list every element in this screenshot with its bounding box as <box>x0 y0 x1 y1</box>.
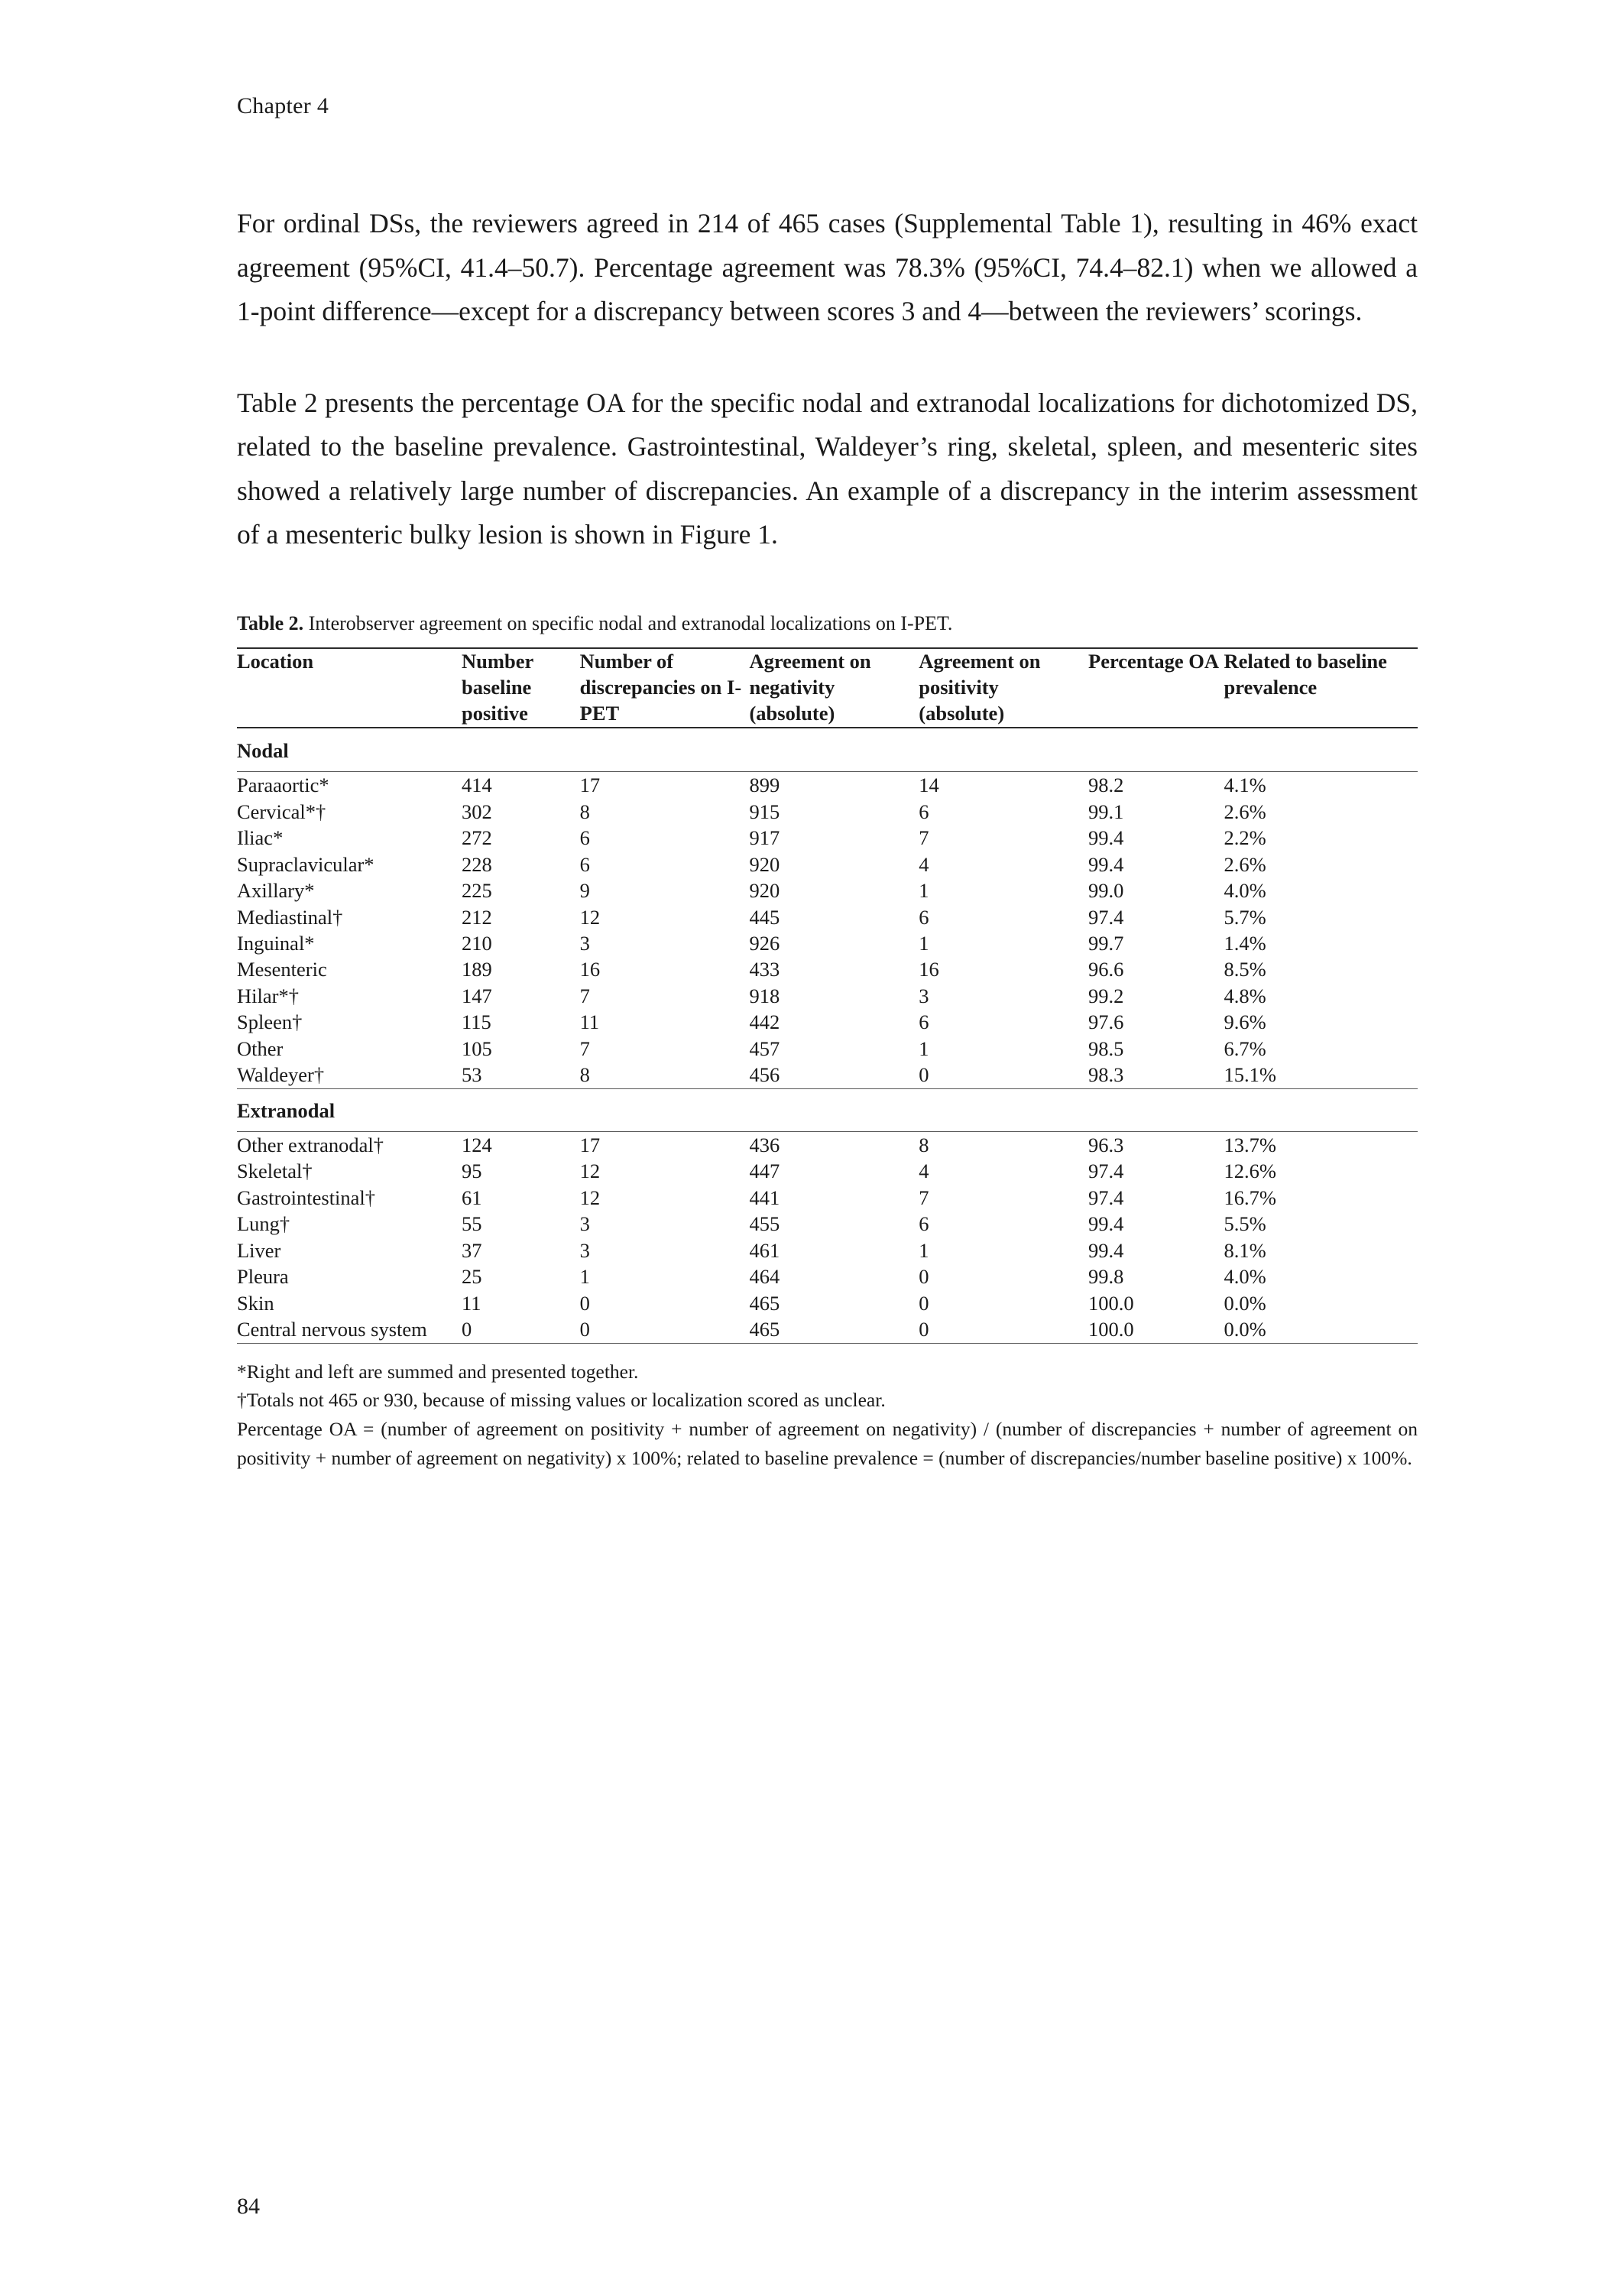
table-row <box>237 799 1418 825</box>
cell-negativity: 436 <box>749 1134 780 1157</box>
cell-negativity: 441 <box>749 1185 780 1209</box>
table-row <box>237 983 1418 1009</box>
cell-related-prevalence: 8.5% <box>1224 958 1266 981</box>
column-header-number-baseline-positive: Number baseline positive <box>462 650 533 725</box>
table-caption-label: Table 2. <box>237 611 304 634</box>
cell-baseline-positive: 272 <box>462 826 492 850</box>
cell-baseline-positive: 189 <box>462 958 492 981</box>
cell-positivity: 3 <box>919 984 929 1007</box>
cell-negativity: 447 <box>749 1159 780 1183</box>
cell-positivity: 0 <box>919 1265 929 1289</box>
cell-negativity: 461 <box>749 1238 780 1262</box>
cell-discrepancies: 3 <box>579 931 590 955</box>
cell-location: Central nervous system <box>237 1318 427 1341</box>
cell-baseline-positive: 302 <box>462 799 492 823</box>
table-row <box>237 1316 1418 1343</box>
cell-negativity: 465 <box>749 1291 780 1315</box>
cell-positivity: 6 <box>919 905 929 929</box>
table-row <box>237 1036 1418 1062</box>
cell-location: Axillary* <box>237 879 315 903</box>
column-header-agreement-on-negativity: Agreement on negativity (absolute) <box>749 650 871 725</box>
cell-related-prevalence: 12.6% <box>1224 1159 1276 1183</box>
table-body-extranodal <box>237 1088 1418 1343</box>
cell-positivity: 16 <box>919 958 939 981</box>
footnote-asterisk: *Right and left are summed and presented together. <box>237 1360 639 1383</box>
table-header-row <box>237 648 1418 728</box>
cell-percentage-oa: 96.6 <box>1088 958 1124 981</box>
cell-positivity: 0 <box>919 1063 929 1087</box>
cell-positivity: 0 <box>919 1291 929 1315</box>
cell-positivity: 7 <box>919 1185 929 1209</box>
cell-location: Lung† <box>237 1212 290 1236</box>
cell-baseline-positive: 0 <box>462 1318 472 1341</box>
table-row <box>237 904 1418 930</box>
cell-discrepancies: 3 <box>579 1238 590 1262</box>
column-header-agreement-on-positivity: Agreement on positivity (absolute) <box>919 650 1041 725</box>
cell-discrepancies: 0 <box>579 1291 590 1315</box>
cell-discrepancies: 17 <box>579 1134 601 1157</box>
cell-positivity: 6 <box>919 1212 929 1236</box>
cell-baseline-positive: 228 <box>462 852 492 876</box>
table-caption-text: Interobserver agreement on specific nodal and extranodal localizations on I-PET. <box>308 611 953 634</box>
cell-negativity: 445 <box>749 905 780 929</box>
cell-discrepancies: 12 <box>579 905 601 929</box>
cell-negativity: 456 <box>749 1063 780 1087</box>
cell-location: Other extranodal† <box>237 1134 384 1157</box>
cell-percentage-oa: 99.0 <box>1088 879 1124 903</box>
section-header-nodal <box>237 728 1418 772</box>
cell-related-prevalence: 4.0% <box>1224 1265 1266 1289</box>
cell-negativity: 920 <box>749 852 780 876</box>
cell-baseline-positive: 147 <box>462 984 492 1007</box>
cell-percentage-oa: 97.4 <box>1088 905 1124 929</box>
cell-baseline-positive: 53 <box>462 1063 482 1087</box>
cell-location: Gastrointestinal† <box>237 1185 376 1209</box>
cell-discrepancies: 7 <box>579 1036 590 1060</box>
cell-discrepancies: 8 <box>579 1063 590 1087</box>
cell-positivity: 0 <box>919 1318 929 1341</box>
cell-negativity: 918 <box>749 984 780 1007</box>
cell-discrepancies: 12 <box>579 1159 601 1183</box>
column-header-number-of-discrepancies: Number of discrepancies on I-PET <box>579 650 742 725</box>
cell-positivity: 7 <box>919 826 929 850</box>
cell-negativity: 464 <box>749 1265 780 1289</box>
cell-related-prevalence: 2.2% <box>1224 826 1266 850</box>
cell-percentage-oa: 99.4 <box>1088 852 1124 876</box>
cell-discrepancies: 16 <box>579 958 601 981</box>
cell-baseline-positive: 11 <box>462 1291 481 1315</box>
cell-related-prevalence: 16.7% <box>1224 1185 1276 1209</box>
page-number: 84 <box>237 2194 260 2219</box>
cell-discrepancies: 3 <box>579 1212 590 1236</box>
cell-location: Spleen† <box>237 1010 303 1034</box>
column-header-location: Location <box>237 650 314 673</box>
cell-percentage-oa: 97.4 <box>1088 1185 1124 1209</box>
cell-baseline-positive: 61 <box>462 1185 482 1209</box>
cell-location: Mesenteric <box>237 958 327 981</box>
table-row <box>237 1237 1418 1263</box>
cell-negativity: 926 <box>749 931 780 955</box>
cell-location: Skin <box>237 1291 274 1315</box>
cell-baseline-positive: 95 <box>462 1159 482 1183</box>
table-row <box>237 825 1418 851</box>
cell-discrepancies: 0 <box>579 1318 590 1341</box>
cell-location: Hilar*† <box>237 984 299 1007</box>
cell-negativity: 455 <box>749 1212 780 1236</box>
cell-positivity: 6 <box>919 1010 929 1034</box>
cell-related-prevalence: 8.1% <box>1224 1238 1266 1262</box>
cell-percentage-oa: 100.0 <box>1088 1291 1134 1315</box>
cell-negativity: 457 <box>749 1036 780 1060</box>
table-footnotes <box>237 1357 1418 1473</box>
cell-negativity: 915 <box>749 799 780 823</box>
table-header <box>237 648 1418 728</box>
table-body-nodal <box>237 728 1418 1088</box>
cell-negativity: 465 <box>749 1318 780 1341</box>
section-title: Nodal <box>237 738 289 762</box>
cell-percentage-oa: 97.6 <box>1088 1010 1124 1034</box>
table-row <box>237 1211 1418 1237</box>
cell-baseline-positive: 115 <box>462 1010 491 1034</box>
cell-baseline-positive: 37 <box>462 1238 482 1262</box>
cell-related-prevalence: 4.1% <box>1224 774 1266 797</box>
cell-percentage-oa: 97.4 <box>1088 1159 1124 1183</box>
table-row <box>237 1132 1418 1159</box>
cell-related-prevalence: 5.5% <box>1224 1212 1266 1236</box>
cell-positivity: 1 <box>919 879 929 903</box>
cell-related-prevalence: 4.8% <box>1224 984 1266 1007</box>
table-row <box>237 930 1418 956</box>
cell-location: Pleura <box>237 1265 289 1289</box>
cell-related-prevalence: 2.6% <box>1224 799 1266 823</box>
table-row <box>237 877 1418 903</box>
cell-percentage-oa: 99.4 <box>1088 1212 1124 1236</box>
cell-related-prevalence: 0.0% <box>1224 1291 1266 1315</box>
section-header-extranodal <box>237 1088 1418 1131</box>
cell-related-prevalence: 9.6% <box>1224 1010 1266 1034</box>
interobserver-agreement-table <box>237 647 1418 1343</box>
cell-positivity: 1 <box>919 931 929 955</box>
cell-percentage-oa: 99.4 <box>1088 1238 1124 1262</box>
cell-related-prevalence: 4.0% <box>1224 879 1266 903</box>
cell-discrepancies: 7 <box>579 984 590 1007</box>
table-row <box>237 1158 1418 1184</box>
cell-discrepancies: 11 <box>579 1010 600 1034</box>
cell-positivity: 1 <box>919 1238 929 1262</box>
table-row <box>237 1062 1418 1088</box>
table-row <box>237 1009 1418 1035</box>
cell-percentage-oa: 99.4 <box>1088 826 1124 850</box>
cell-baseline-positive: 25 <box>462 1265 482 1289</box>
cell-discrepancies: 6 <box>579 852 590 876</box>
cell-related-prevalence: 1.4% <box>1224 931 1266 955</box>
cell-negativity: 442 <box>749 1010 780 1034</box>
cell-negativity: 899 <box>749 774 780 797</box>
cell-positivity: 6 <box>919 799 929 823</box>
cell-negativity: 433 <box>749 958 780 981</box>
table-row <box>237 1290 1418 1316</box>
cell-positivity: 4 <box>919 1159 929 1183</box>
cell-positivity: 4 <box>919 852 929 876</box>
table-row <box>237 1263 1418 1289</box>
cell-positivity: 8 <box>919 1134 929 1157</box>
cell-location: Mediastinal† <box>237 905 343 929</box>
cell-positivity: 14 <box>919 774 939 797</box>
cell-positivity: 1 <box>919 1036 929 1060</box>
cell-related-prevalence: 6.7% <box>1224 1036 1266 1060</box>
cell-percentage-oa: 98.5 <box>1088 1036 1124 1060</box>
cell-baseline-positive: 225 <box>462 879 492 903</box>
cell-percentage-oa: 98.3 <box>1088 1063 1124 1087</box>
cell-baseline-positive: 55 <box>462 1212 482 1236</box>
cell-discrepancies: 6 <box>579 826 590 850</box>
table-row <box>237 772 1418 799</box>
cell-related-prevalence: 15.1% <box>1224 1063 1276 1087</box>
cell-location: Paraaortic* <box>237 774 329 797</box>
page-content <box>237 0 1418 1472</box>
footnote-dagger: †Totals not 465 or 930, because of missing values or localization scored as unclear. <box>237 1389 886 1412</box>
body-paragraph-1: For ordinal DSs, the reviewers agreed in 214 of 465 cases (Supplemental Table 1), resulting in 46% exact agreement (95%CI, 41.4–50.7). Percentage agreement was 78.3% (95%CI, 74.4–82.1) when we allowed a 1-point difference—except for a discrepancy between scores 3 and 4—between the reviewers’ scorings. <box>237 208 1418 326</box>
cell-related-prevalence: 2.6% <box>1224 852 1266 876</box>
cell-baseline-positive: 124 <box>462 1134 492 1157</box>
cell-baseline-positive: 212 <box>462 905 492 929</box>
running-head: Chapter 4 <box>237 93 329 118</box>
cell-discrepancies: 8 <box>579 799 590 823</box>
cell-baseline-positive: 414 <box>462 774 492 797</box>
cell-location: Cervical*† <box>237 799 326 823</box>
table-row <box>237 1185 1418 1211</box>
table-row <box>237 851 1418 877</box>
body-paragraph-2: Table 2 presents the percentage OA for the specific nodal and extranodal localizations for dichotomized DS, related to the baseline prevalence. Gastrointestinal, Waldeyer’s ring, skeletal, spleen, and mesenteric sites showed a relatively large number of discrepancies. An example of a discrepancy in the interim assessment of a mesenteric bulky lesion is shown in Figure 1. <box>237 387 1418 550</box>
cell-negativity: 917 <box>749 826 780 850</box>
cell-baseline-positive: 105 <box>462 1036 492 1060</box>
cell-negativity: 920 <box>749 879 780 903</box>
cell-percentage-oa: 98.2 <box>1088 774 1124 797</box>
section-title: Extranodal <box>237 1098 335 1122</box>
cell-related-prevalence: 5.7% <box>1224 905 1266 929</box>
cell-discrepancies: 12 <box>579 1185 601 1209</box>
cell-related-prevalence: 13.7% <box>1224 1134 1276 1157</box>
cell-percentage-oa: 99.8 <box>1088 1265 1124 1289</box>
cell-location: Iliac* <box>237 826 284 850</box>
column-header-percentage-oa: Percentage OA <box>1088 650 1220 673</box>
cell-baseline-positive: 210 <box>462 931 492 955</box>
cell-related-prevalence: 0.0% <box>1224 1318 1266 1341</box>
cell-percentage-oa: 96.3 <box>1088 1134 1124 1157</box>
column-header-related-to-baseline-prevalence: Related to baseline prevalence <box>1224 650 1387 699</box>
cell-location: Liver <box>237 1238 281 1262</box>
footnote-formula: Percentage OA = (number of agreement on positivity + number of agreement on negativity) / (number of discrepancies + number of agreement on positivity + number of agreement on negativity) x 100%; related to baseline prevalence = (number of discrepancies/number baseline positive) x 100%. <box>237 1418 1418 1469</box>
cell-percentage-oa: 99.1 <box>1088 799 1124 823</box>
cell-discrepancies: 17 <box>579 774 601 797</box>
cell-location: Waldeyer† <box>237 1063 325 1087</box>
cell-discrepancies: 1 <box>579 1265 590 1289</box>
cell-location: Supraclavicular* <box>237 852 374 876</box>
cell-discrepancies: 9 <box>579 879 590 903</box>
cell-location: Other <box>237 1036 284 1060</box>
table-caption <box>237 609 1418 638</box>
table-row <box>237 956 1418 982</box>
cell-location: Inguinal* <box>237 931 315 955</box>
cell-location: Skeletal† <box>237 1159 313 1183</box>
cell-percentage-oa: 99.7 <box>1088 931 1124 955</box>
cell-percentage-oa: 99.2 <box>1088 984 1124 1007</box>
cell-percentage-oa: 100.0 <box>1088 1318 1134 1341</box>
